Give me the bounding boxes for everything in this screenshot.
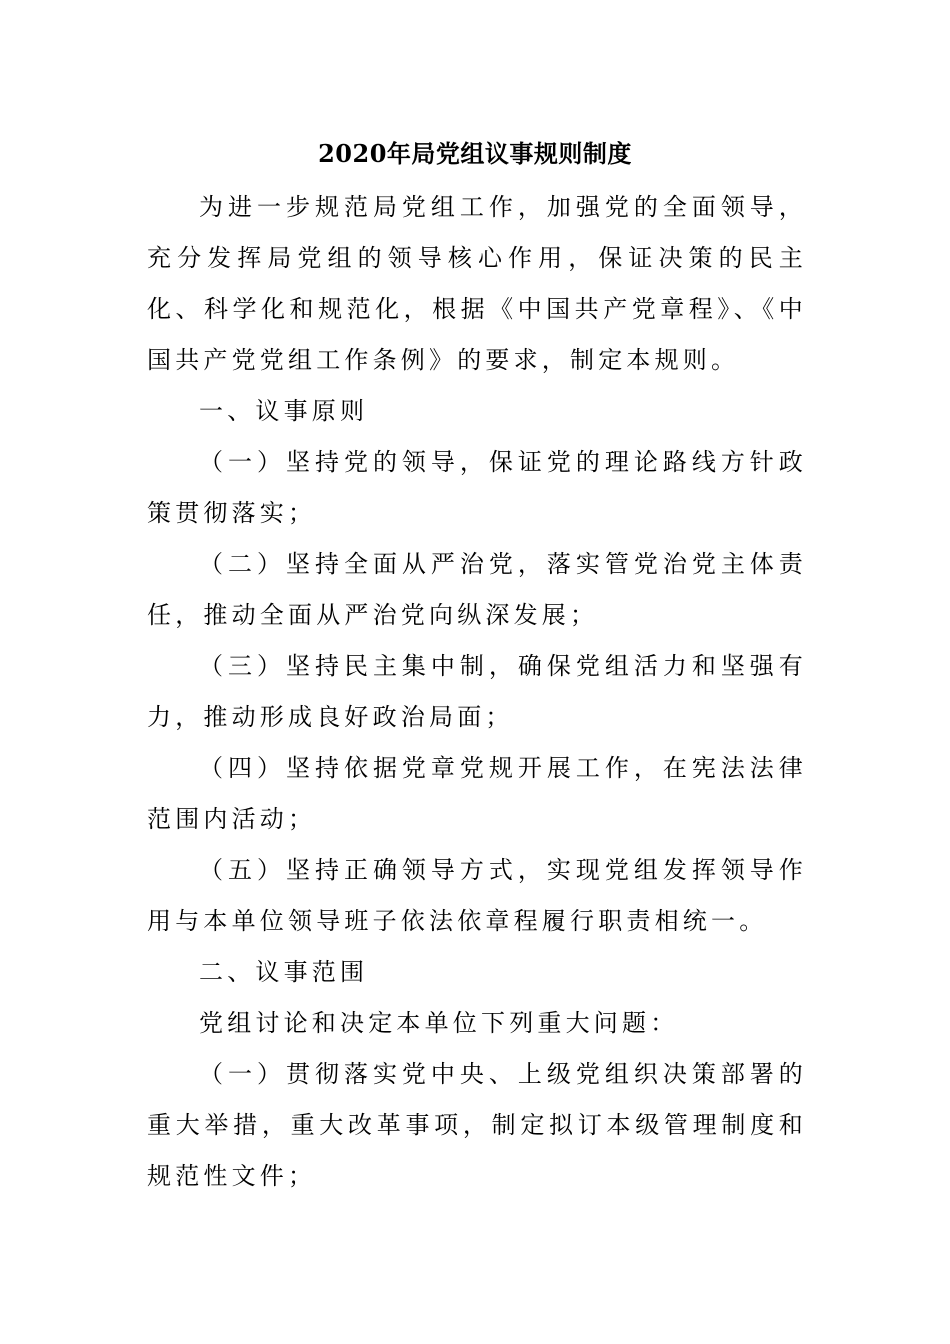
section-heading-principles: 一、议事原则 [199, 397, 369, 425]
principle-item-2: （二）坚持全面从严治党，落实管党治党主体责任，推动全面从严治党向纵深发展； [147, 550, 807, 629]
principle-item-5: （五）坚持正确领导方式，实现党组发挥领导作用与本单位领导班子依法依章程履行职责相统一。 [147, 856, 807, 935]
principle-item-4: （四）坚持依据党章党规开展工作，在宪法法律范围内活动； [147, 754, 807, 833]
principle-item-3: （三）坚持民主集中制，确保党组活力和坚强有力，推动形成良好政治局面； [147, 652, 807, 731]
document-body [147, 182, 807, 1202]
principle-item-1: （一）坚持党的领导，保证党的理论路线方针政策贯彻落实； [147, 448, 807, 527]
section-heading-scope: 二、议事范围 [199, 958, 369, 986]
scope-item-1: （一）贯彻落实党中央、上级党组织决策部署的重大举措，重大改革事项，制定拟订本级管理制度和规范性文件； [147, 1060, 807, 1190]
document-title: 2020年局党组议事规则制度 [318, 139, 632, 168]
paragraph-preamble: 为进一步规范局党组工作，加强党的全面领导，充分发挥局党组的领导核心作用，保证决策的民主化、科学化和规范化，根据《中国共产党章程》、《中国共产党党组工作条例》的要求，制定本规则。 [147, 193, 807, 374]
scope-intro: 党组讨论和决定本单位下列重大问题： [199, 1009, 679, 1037]
